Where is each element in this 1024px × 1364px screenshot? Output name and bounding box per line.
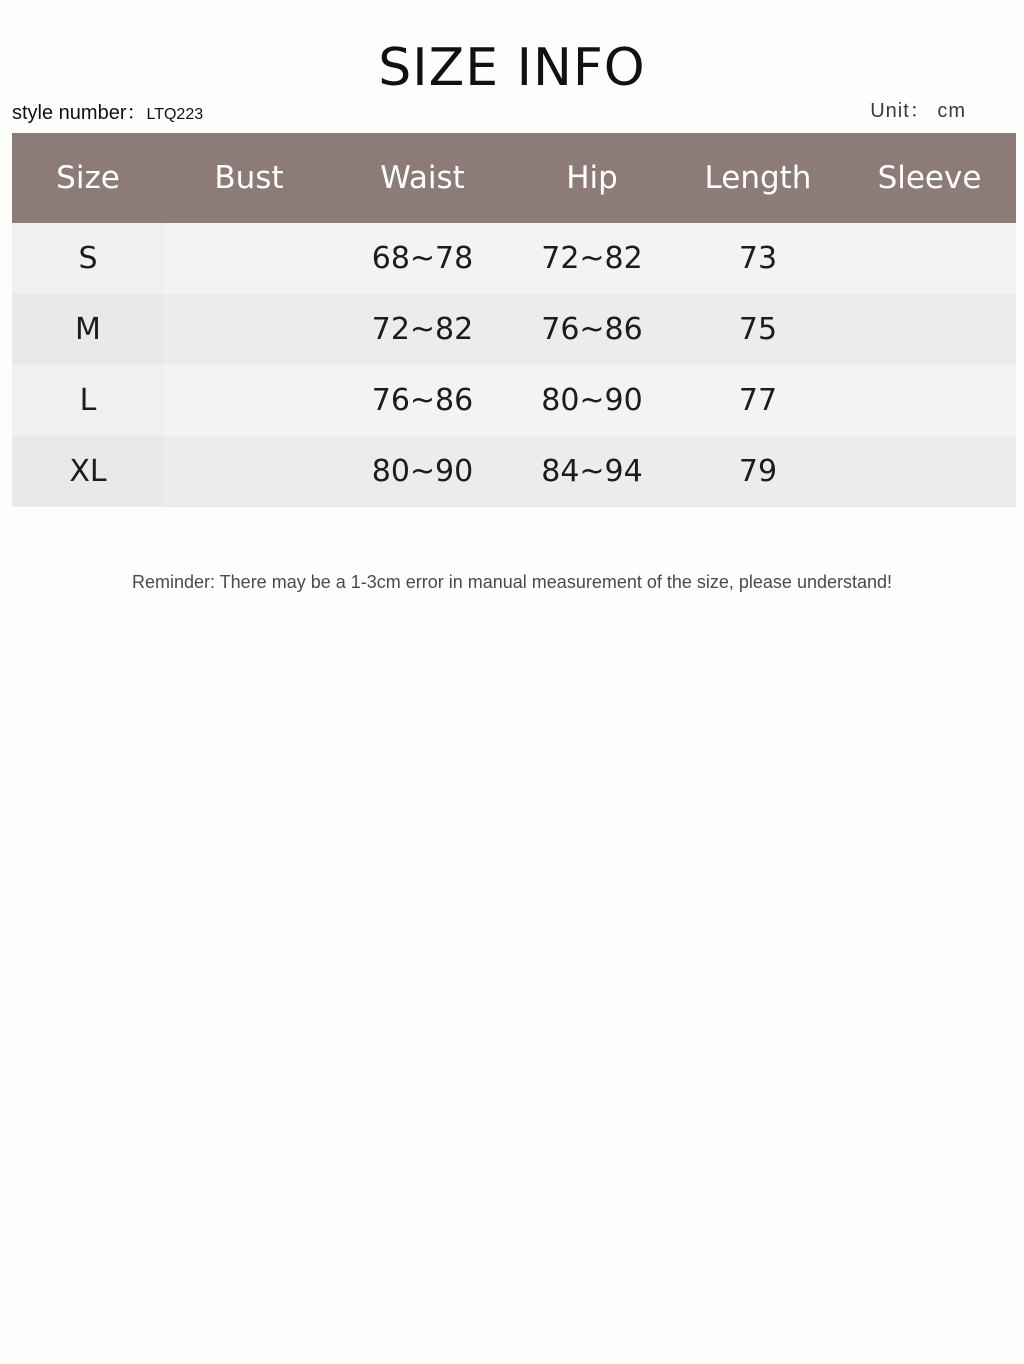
cell-sleeve — [843, 294, 1016, 365]
table-row — [12, 294, 1016, 365]
table-header — [12, 133, 1016, 223]
column-header-size: Size — [12, 133, 164, 223]
cell-waist: 80~90 — [334, 436, 511, 507]
cell-bust — [164, 436, 334, 507]
cell-waist: 72~82 — [334, 294, 511, 365]
cell-sleeve — [843, 365, 1016, 436]
column-header-sleeve: Sleeve — [843, 133, 1016, 223]
cell-sleeve — [843, 436, 1016, 507]
unit-label: Unit： cm — [870, 100, 966, 122]
cell-hip: 72~82 — [511, 223, 673, 294]
cell-length: 77 — [673, 365, 843, 436]
measurement-reminder: Reminder: There may be a 1-3cm error in manual measurement of the size, please understand! — [131, 572, 893, 592]
table-row — [12, 436, 1016, 507]
cell-size: L — [12, 365, 164, 436]
cell-size: M — [12, 294, 164, 365]
cell-hip: 84~94 — [511, 436, 673, 507]
cell-waist: 76~86 — [334, 365, 511, 436]
cell-length: 79 — [673, 436, 843, 507]
cell-bust — [164, 223, 334, 294]
table-row — [12, 223, 1016, 294]
style-number-value: LTQ223 — [146, 106, 204, 123]
cell-hip: 76~86 — [511, 294, 673, 365]
column-header-length: Length — [673, 133, 843, 223]
cell-hip: 80~90 — [511, 365, 673, 436]
cell-size: XL — [12, 436, 164, 507]
cell-bust — [164, 294, 334, 365]
column-header-waist: Waist — [334, 133, 511, 223]
column-header-hip: Hip — [511, 133, 673, 223]
cell-length: 73 — [673, 223, 843, 294]
page-title: SIZE INFO — [378, 38, 646, 98]
style-number-label: style number： — [12, 102, 147, 124]
cell-bust — [164, 365, 334, 436]
cell-sleeve — [843, 223, 1016, 294]
size-chart-table — [12, 133, 1016, 507]
table-header-row — [12, 133, 1016, 223]
column-header-bust: Bust — [164, 133, 334, 223]
cell-size: S — [12, 223, 164, 294]
table-body — [12, 223, 1016, 507]
style-number — [12, 96, 203, 125]
cell-length: 75 — [673, 294, 843, 365]
cell-waist: 68~78 — [334, 223, 511, 294]
table-row — [12, 365, 1016, 436]
